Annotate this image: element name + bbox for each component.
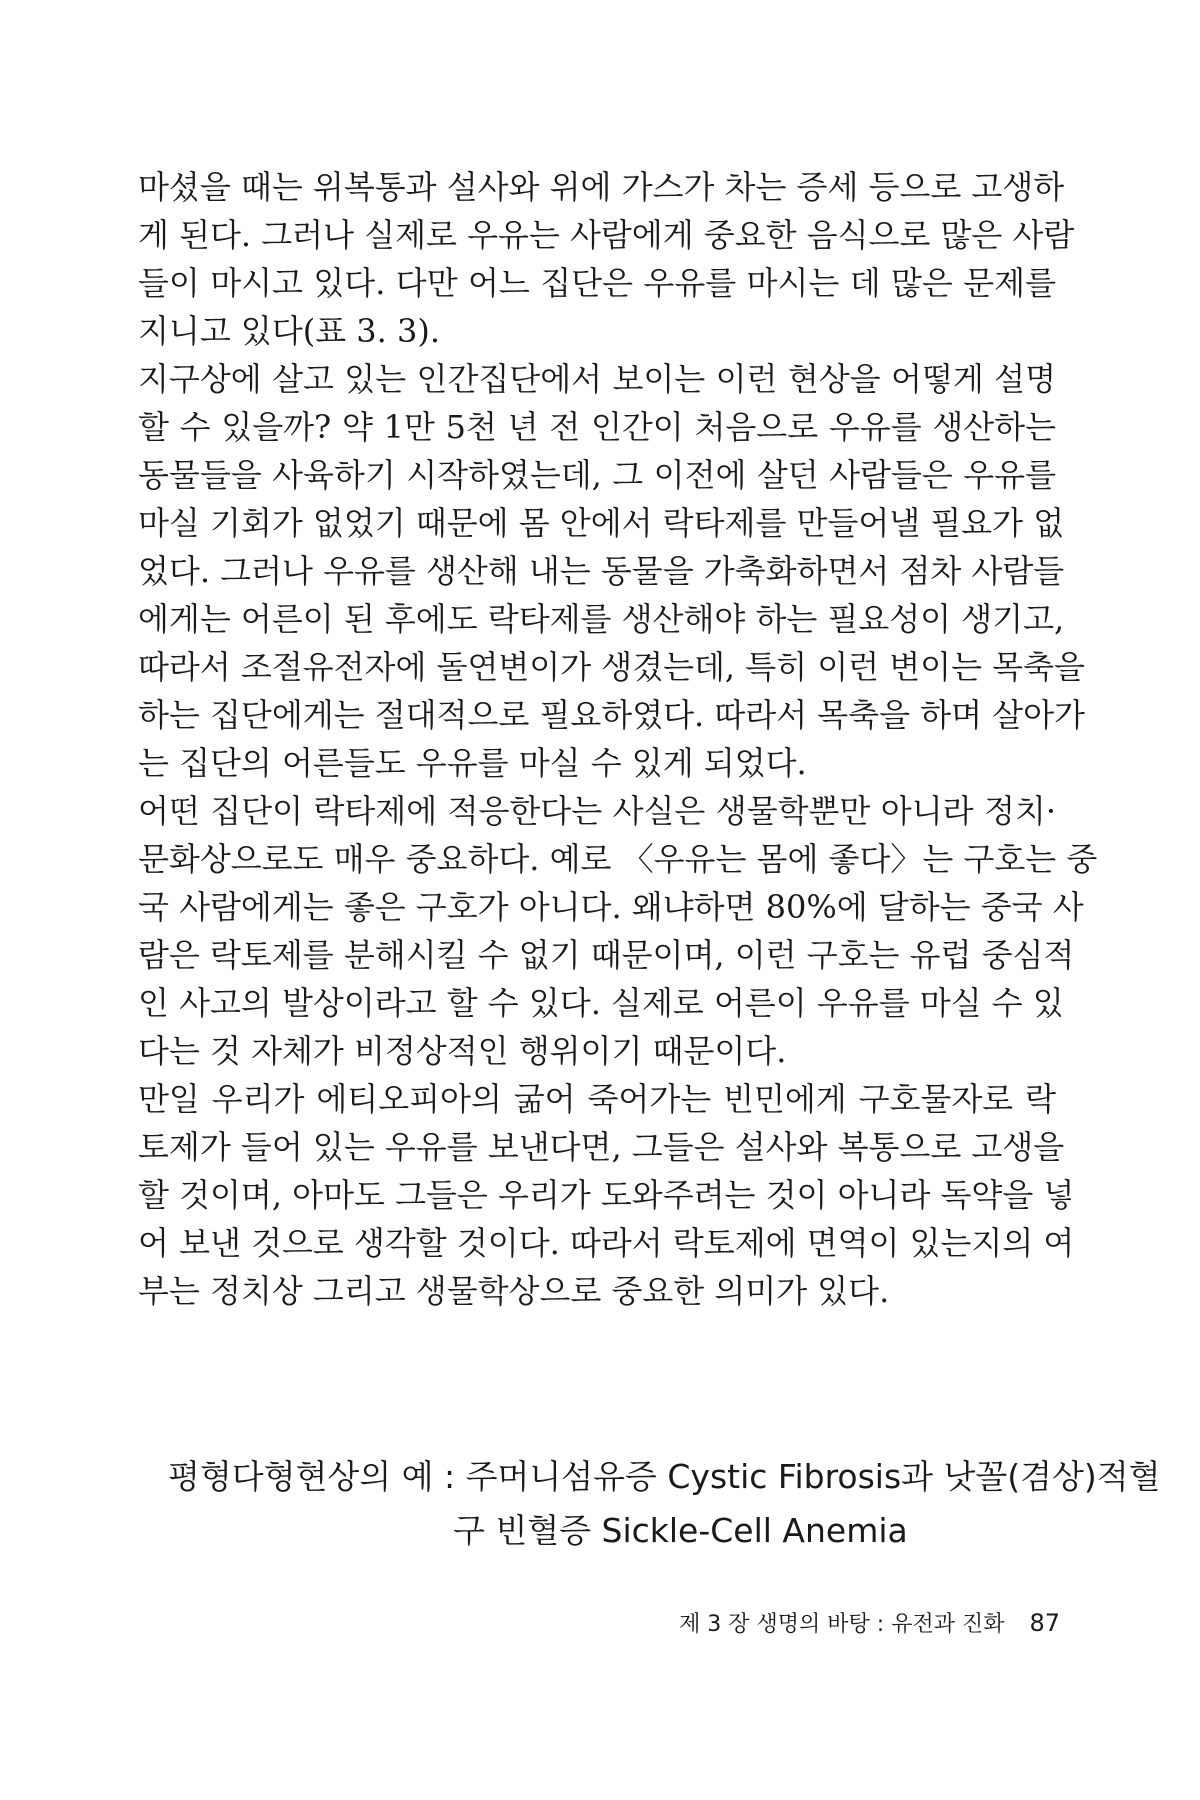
section-heading-line-1: 평형다형현상의 예 : 주머니섬유증 Cystic Fibrosis과 낫꼴(겸상)적혈 xyxy=(168,1457,1161,1496)
running-footer-chapter: 제 3 장 생명의 바탕 : 유전과 진화 xyxy=(679,1612,1005,1637)
text-line: 마셨을 때는 위복통과 설사와 위에 가스가 차는 증세 등으로 고생하 xyxy=(138,168,1065,206)
text-line: 동물들을 사육하기 시작하였는데, 그 이전에 살던 사람들은 우유를 xyxy=(138,456,1056,494)
text-line: 부는 정치상 그리고 생물학상으로 중요한 의미가 있다. xyxy=(138,1272,890,1310)
text-line: 토제가 들어 있는 우유를 보낸다면, 그들은 설사와 복통으로 고생을 xyxy=(138,1128,1065,1166)
section-heading xyxy=(168,1450,1161,1558)
text-line: 마실 기회가 없었기 때문에 몸 안에서 락타제를 만들어낼 필요가 없 xyxy=(138,504,1065,542)
text-line: 는 집단의 어른들도 우유를 마실 수 있게 되었다. xyxy=(138,744,807,782)
text-line: 지구상에 살고 있는 인간집단에서 보이는 이런 현상을 어떻게 설명 xyxy=(138,360,1056,398)
text-line: 문화상으로도 매우 중요하다. 예로 〈우유는 몸에 좋다〉는 구호는 중 xyxy=(138,840,1098,878)
text-line: 따라서 조절유전자에 돌연변이가 생겼는데, 특히 이런 변이는 목축을 xyxy=(138,648,1085,686)
text-line: 어 보낸 것으로 생각할 것이다. 따라서 락토제에 면역이 있는지의 여 xyxy=(138,1224,1075,1262)
text-line: 었다. 그러나 우유를 생산해 내는 동물을 가축화하면서 점차 사람들 xyxy=(138,552,1065,590)
text-line: 하는 집단에게는 절대적으로 필요하였다. 따라서 목축을 하며 살아가 xyxy=(138,696,1085,734)
section-heading-line-2: 구 빈혈증 Sickle-Cell Anemia xyxy=(453,1511,908,1550)
paragraph xyxy=(138,789,1098,1073)
text-line: 지니고 있다(표 3. 3). xyxy=(138,312,441,350)
text-line: 국 사람에게는 좋은 구호가 아니다. 왜냐하면 80%에 달하는 중국 사 xyxy=(138,888,1084,926)
text-line: 어떤 집단이 락타제에 적응한다는 사실은 생물학뿐만 아니라 정치· xyxy=(138,792,1056,830)
paragraph xyxy=(138,165,1075,353)
text-line: 들이 마시고 있다. 다만 어느 집단은 우유를 마시는 데 많은 문제를 xyxy=(138,264,1056,302)
paragraph xyxy=(138,357,1085,785)
body-text xyxy=(138,165,1098,1317)
text-line: 할 수 있을까? 약 1만 5천 년 전 인간이 처음으로 우유를 생산하는 xyxy=(138,408,1056,446)
page-footer xyxy=(679,1608,1060,1640)
text-line: 에게는 어른이 된 후에도 락타제를 생산해야 하는 필요성이 생기고, xyxy=(138,600,1065,638)
text-line: 만일 우리가 에티오피아의 굶어 죽어가는 빈민에게 구호물자로 락 xyxy=(138,1080,1056,1118)
text-line: 람은 락토제를 분해시킬 수 없기 때문이며, 이런 구호는 유럽 중심적 xyxy=(138,936,1075,974)
paragraph xyxy=(138,1077,1075,1313)
page-number: 87 xyxy=(1029,1609,1060,1637)
text-line: 할 것이며, 아마도 그들은 우리가 도와주려는 것이 아니라 독약을 넣 xyxy=(138,1176,1075,1214)
text-line: 게 된다. 그러나 실제로 우유는 사람에게 중요한 음식으로 많은 사람 xyxy=(138,216,1075,254)
text-line: 인 사고의 발상이라고 할 수 있다. 실제로 어른이 우유를 마실 수 있 xyxy=(138,984,1064,1022)
text-line: 다는 것 자체가 비정상적인 행위이기 때문이다. xyxy=(138,1032,787,1070)
